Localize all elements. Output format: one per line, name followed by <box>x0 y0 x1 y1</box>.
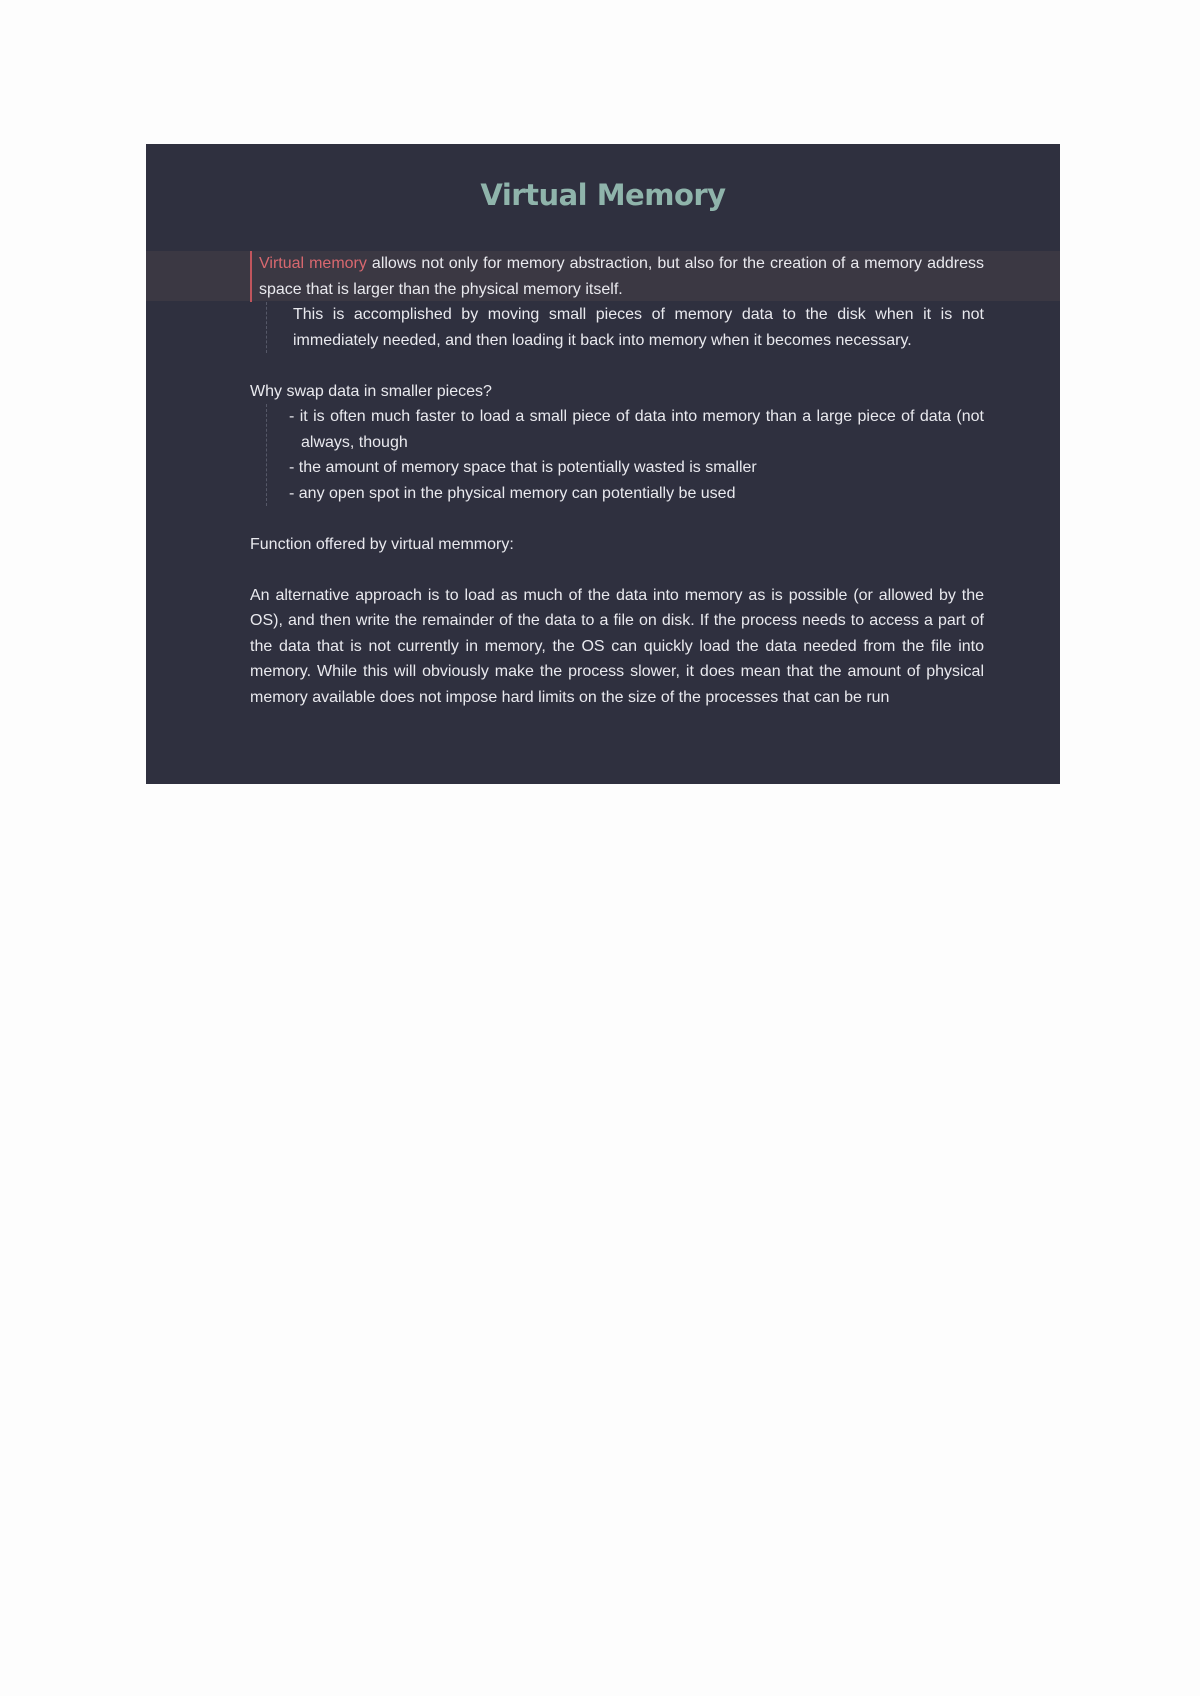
slide-body <box>250 251 984 710</box>
intro-text: allows not only for memory abstraction, but also for the creation of a memory address space that is larger than the physical memory itself. <box>259 255 984 298</box>
function-heading: Function offered by virtual memmory: <box>250 535 514 553</box>
intro-detail-block <box>266 302 984 353</box>
intro-detail: This is accomplished by moving small pieces of memory data to the disk when it is not immediately needed, and then loading it back into memory when it becomes necessary. <box>293 306 984 349</box>
spacer <box>250 557 984 583</box>
why-heading: Why swap data in smaller pieces? <box>250 382 492 400</box>
intro-highlight: Virtual memory <box>259 255 367 272</box>
list-item: - it is often much faster to load a small piece of data into memory than a large piece of data (not always, though <box>289 408 984 451</box>
list-item: - any open spot in the physical memory can potentially be used <box>289 484 736 502</box>
list-item: - the amount of memory space that is potentially wasted is smaller <box>289 459 757 476</box>
slide-title: Virtual Memory <box>480 178 726 212</box>
why-list <box>266 404 984 506</box>
alternative-paragraph: An alternative approach is to load as much of the data into memory as is possible (or allowed by the OS), and then write the remainder of the data to a file on disk. If the process needs to access a part of the data that is not currently in memory, the OS can quickly load the data needed from the file into memory. While this will obviously make the process slower, it does mean that the amount of physical memory available does not impose hard limits on the size of the processes that can be run <box>250 586 984 706</box>
spacer <box>250 506 984 532</box>
spacer <box>250 353 984 379</box>
intro-paragraph <box>250 251 984 302</box>
slide <box>146 144 1060 784</box>
